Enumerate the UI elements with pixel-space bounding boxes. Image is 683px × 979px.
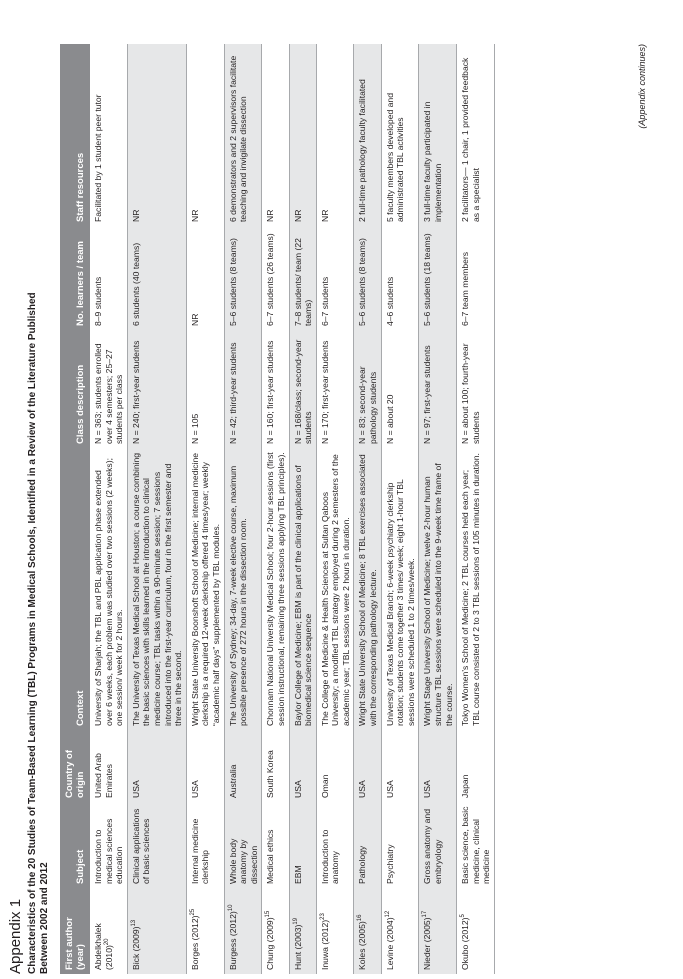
class-description-cell: N = 83; second-year pathology students	[354, 330, 381, 448]
author-cell	[224, 888, 262, 974]
table-container	[60, 44, 495, 974]
author-name: Chung (2009)	[265, 917, 276, 970]
class-description-cell: N = 363; students enrolled over 4 semesters; 25–27 students per class	[90, 330, 127, 448]
author-name: Abdelkhalek (2010)	[93, 923, 114, 970]
author-name: Burgess (2012)	[227, 911, 238, 970]
reference-number: 17	[422, 910, 429, 918]
author-name: Bick (2009)	[130, 926, 141, 970]
subject-cell: Clinical applications of basic sciences	[127, 802, 186, 888]
author-name: Borges (2012)	[189, 915, 200, 970]
staff-resources-cell: NR	[186, 44, 224, 226]
column-header: Class description	[60, 330, 90, 448]
column-header: First author (year)	[60, 888, 90, 974]
author-cell	[289, 888, 316, 974]
context-cell: Wright Stage University School of Medicine; twelve 2-hour human structure TBL sessions were scheduled into the 9-week time frame of the course.	[419, 448, 457, 730]
team-size-cell: 6 students (40 teams)	[127, 226, 186, 330]
staff-resources-cell: 3 full-time faculty participated in implementation	[419, 44, 457, 226]
subject-cell: Medical ethics	[262, 802, 289, 888]
studies-table	[60, 44, 495, 974]
subject-cell: Gross anatomy and embryology	[419, 802, 457, 888]
column-header: No. learners / team	[60, 226, 90, 330]
context-cell: Baylor College of Medicine; EBM is part of the clinical applications of biomedical science sequence	[289, 448, 316, 730]
staff-resources-cell: 2 full-time pathology faculty facilitated	[354, 44, 381, 226]
context-cell: Wright State University Boonshoft School of Medicine; internal medicine clerkship is a required 12-week clerkship offered 4 times/year; weekly “academic half days” supplemented by TBL modules.	[186, 448, 224, 730]
author-cell	[381, 888, 419, 974]
country-cell: Oman	[316, 730, 354, 802]
team-size-cell: 7–8 students/ team (22 teams)	[289, 226, 316, 330]
staff-resources-cell: NR	[262, 44, 289, 226]
author-cell	[354, 888, 381, 974]
team-size-cell: 5–6 students (8 teams)	[354, 226, 381, 330]
subject-cell: Introduction to anatomy	[316, 802, 354, 888]
team-size-cell: 6–7 students	[316, 226, 354, 330]
staff-resources-cell: NR	[316, 44, 354, 226]
reference-number: 5	[460, 914, 467, 918]
author-cell	[186, 888, 224, 974]
team-size-cell: 5–6 students (8 teams)	[224, 226, 262, 330]
author-cell	[262, 888, 289, 974]
author-name: Okubo (2012)	[460, 917, 471, 970]
subject-cell: Internal medicine clerkship	[186, 802, 224, 888]
class-description-cell: N = 97; first-year students	[419, 330, 457, 448]
context-cell: The University of Sydney; 34-day, 7-week elective course, maximum possible presence of 272 hours in the dissection room.	[224, 448, 262, 730]
table-header-row	[60, 44, 90, 974]
reference-number: 20	[103, 938, 110, 946]
country-cell: Japan	[457, 730, 495, 802]
subject-cell: Basic science, basic medicine, clinical medicine	[457, 802, 495, 888]
staff-resources-cell: 2 facilitators— 1 chair, 1 provided feedback as a specialist	[457, 44, 495, 226]
column-header: Staff resources	[60, 44, 90, 226]
author-cell	[316, 888, 354, 974]
column-header: Subject	[60, 802, 90, 888]
author-name: Koles (2005)	[357, 921, 368, 970]
table-caption: Characteristics of the 20 Studies of Team-Based Learning (TBL) Programs in Medical Schools, Identified in a Review of the Literature Published Between 2002 and 2012	[27, 292, 50, 974]
column-header: Context	[60, 448, 90, 730]
country-cell: Australia	[224, 730, 262, 802]
staff-resources-cell: NR	[127, 44, 186, 226]
column-header: Country of origin	[60, 730, 90, 802]
country-cell: USA	[354, 730, 381, 802]
reference-number: 15	[265, 910, 272, 918]
staff-resources-cell: 5 faculty members developed and administrated TBL activities	[381, 44, 419, 226]
table-row	[457, 44, 495, 974]
country-cell: USA	[381, 730, 419, 802]
team-size-cell: 8–9 students	[90, 226, 127, 330]
continuation-note: (Appendix continues)	[637, 44, 647, 129]
team-size-cell: NR	[186, 226, 224, 330]
country-cell: United Arab Emirates	[90, 730, 127, 802]
table-body	[90, 44, 495, 974]
team-size-cell: 6–7 team members	[457, 226, 495, 330]
reference-number: 13	[130, 919, 137, 927]
table-row	[381, 44, 419, 974]
subject-cell: EBM	[289, 802, 316, 888]
country-cell: USA	[186, 730, 224, 802]
author-cell	[457, 888, 495, 974]
reference-number: 10	[227, 904, 234, 912]
reference-number: 23	[319, 913, 326, 920]
table-row	[262, 44, 289, 974]
context-cell: Tokyo Women’s School of Medicine; 2 TBL courses held each year; TBL course consisted of 2 to 3 TBL sessions of 105 minutes in duration.	[457, 448, 495, 730]
reference-number: 16	[357, 914, 364, 922]
class-description-cell: N = 168/class; second-year students	[289, 330, 316, 448]
table-row	[316, 44, 354, 974]
staff-resources-cell: Facilitated by 1 student peer tutor	[90, 44, 127, 226]
author-cell	[127, 888, 186, 974]
context-cell: Wright State University School of Medicine; 8 TBL exercises associated with the corresponding pathology lecture.	[354, 448, 381, 730]
table-row	[289, 44, 316, 974]
team-size-cell: 5–6 students (18 teams)	[419, 226, 457, 330]
subject-cell: Introduction to medical sciences education	[90, 802, 127, 888]
table-row	[224, 44, 262, 974]
team-size-cell: 4–6 students	[381, 226, 419, 330]
staff-resources-cell: NR	[289, 44, 316, 226]
context-cell: The University of Texas Medical School at Houston; a course combining the basic sciences with skills learned in the introduction to clinical medicine course; TBL tasks within a 90-minute session; 7 sessions introduced into the first-year curriculum, four in the first semester and three in the second.	[127, 448, 186, 730]
staff-resources-cell: 6 demonstrators and 2 supervisors facilitate teaching and invigilate dissection	[224, 44, 262, 226]
class-description-cell: N = 42; third-year students	[224, 330, 262, 448]
reference-number: 19	[292, 917, 299, 925]
country-cell: USA	[289, 730, 316, 802]
team-size-cell: 6–7 students (26 teams)	[262, 226, 289, 330]
country-cell: USA	[419, 730, 457, 802]
appendix-heading: Appendix 1	[7, 898, 24, 974]
subject-cell: Psychiatry	[381, 802, 419, 888]
subject-cell: Pathology	[354, 802, 381, 888]
country-cell: South Korea	[262, 730, 289, 802]
context-cell: University of Texas Medical Branch; 6-week psychiatry clerkship rotation; students come together 3 times/ week; eight 1-hour TBL sessions were scheduled 1 to 2 times/week.	[381, 448, 419, 730]
author-name: Levine (2004)	[384, 917, 395, 970]
context-cell: Chonnam National University Medical School; four 2-hour sessions (first session instructional, remaining three sessions applying TBL principles).	[262, 448, 289, 730]
class-description-cell: N = 105	[186, 330, 224, 448]
table-row	[354, 44, 381, 974]
subject-cell: Whole body anatomy by dissection	[224, 802, 262, 888]
table-row	[186, 44, 224, 974]
table-row	[127, 44, 186, 974]
class-description-cell: N = about 20	[381, 330, 419, 448]
class-description-cell: N = 240; first-year students	[127, 330, 186, 448]
author-name: Inuwa (2012)	[319, 919, 330, 970]
reference-number: 12	[384, 910, 391, 918]
context-cell: The College of Medicine & Health Sciences at Sultan Qaboos University; a modified TBL strategy employed during 2 semesters of the academic year; TBL sessions were 2 hours in duration.	[316, 448, 354, 730]
table-row	[419, 44, 457, 974]
reference-number: 25	[189, 908, 196, 916]
author-name: Nieder (2005)	[422, 917, 433, 970]
class-description-cell: N = about 100; fourth-year students	[457, 330, 495, 448]
context-cell: University of Sharjah; the TBL and PBL application phase extended over 6 weeks, each problem was studied over two sessions (2 weeks); one session/ week for 2 hours.	[90, 448, 127, 730]
country-cell: USA	[127, 730, 186, 802]
author-name: Hunt (2003)	[292, 924, 303, 970]
class-description-cell: N = 160; first-year students	[262, 330, 289, 448]
table-row	[90, 44, 127, 974]
author-cell	[419, 888, 457, 974]
class-description-cell: N = 170; first-year students	[316, 330, 354, 448]
author-cell	[90, 888, 127, 974]
